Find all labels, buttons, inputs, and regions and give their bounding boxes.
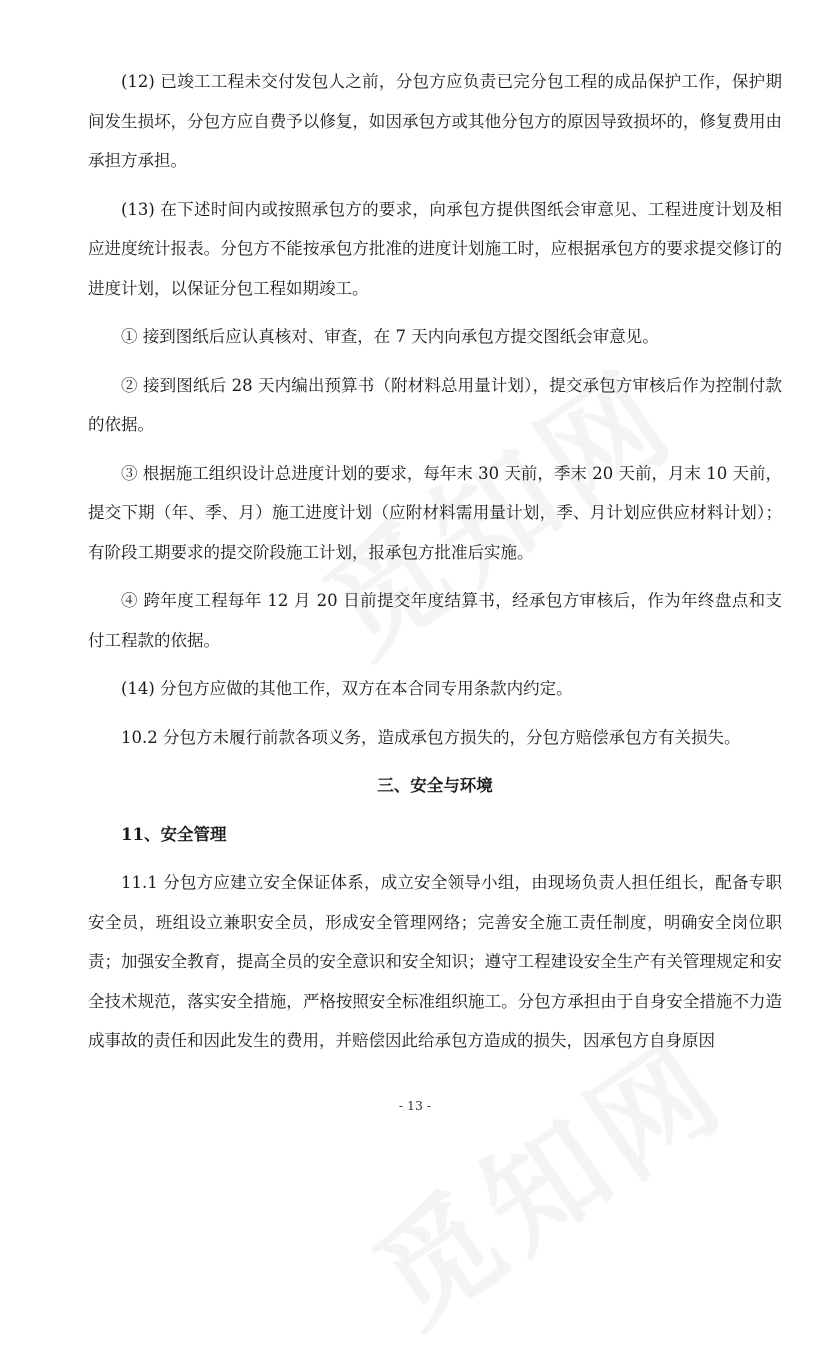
clause-title: 11、安全管理 [121,824,227,844]
sub-item-1: ① 接到图纸后应认真核对、审查，在 7 天内向承包方提交图纸会审意见。 [121,327,659,346]
paragraph-14: (14) 分包方应做的其他工作，双方在本合同专用条款内约定。 [121,679,573,698]
paragraph-10-2: 10.2 分包方未履行前款各项义务，造成承包方损失的，分包方赔偿承包方有关损失。 [121,727,741,747]
paragraph-11-1: 11.1 分包方应建立安全保证体系，成立安全领导小组，由现场负责人担任组长，配备专职安全员，班组设立兼职安全员，形成安全管理网络；完善安全施工责任制度，明确安全岗位职责；加强安全教育，提高全员的安全意识和安全知识；遵守工程建设安全生产有关管理规定和安全技术规范，落实安全措施，严格按照安全标准组织施工。分包方承担由于自身安全措施不力造成事故的责任和因此发生的费用，并赔偿因此给承包方造成的损失，因承包方自身原因 [88,873,782,1050]
paragraph-12: (12) 已竣工工程未交付发包人之前，分包方应负责已完分包工程的成品保护工作，保护期间发生损坏，分包方应自费予以修复，如因承包方或其他分包方的原因导致损坏的，修复费用由承担方承担。 [88,72,782,170]
section-title: 三、安全与环境 [377,776,493,795]
paragraph-13: (13) 在下述时间内或按照承包方的要求，向承包方提供图纸会审意见、工程进度计划及相应进度统计报表。分包方不能按承包方批准的进度计划施工时，应根据承包方的要求提交修订的进度计划，以保证分包工程如期竣工。 [88,199,782,298]
sub-item-4: ④ 跨年度工程每年 12 月 20 日前提交年度结算书，经承包方审核后，作为年终盘点和支付工程款的依据。 [88,591,782,650]
sub-item-2: ② 接到图纸后 28 天内编出预算书（附材料总用量计划），提交承包方审核后作为控制付款的依据。 [88,375,782,434]
sub-item-3: ③ 根据施工组织设计总进度计划的要求，每年末 30 天前，季末 20 天前，月末 10 天前，提交下期（年、季、月）施工进度计划（应附材料需用量计划，季、月计划应供应材料计划）；有阶段工期要求的提交阶段施工计划，报承包方批准后实施。 [88,463,782,562]
page-number: - 13 - [398,1098,432,1113]
document-body [88,62,782,1061]
